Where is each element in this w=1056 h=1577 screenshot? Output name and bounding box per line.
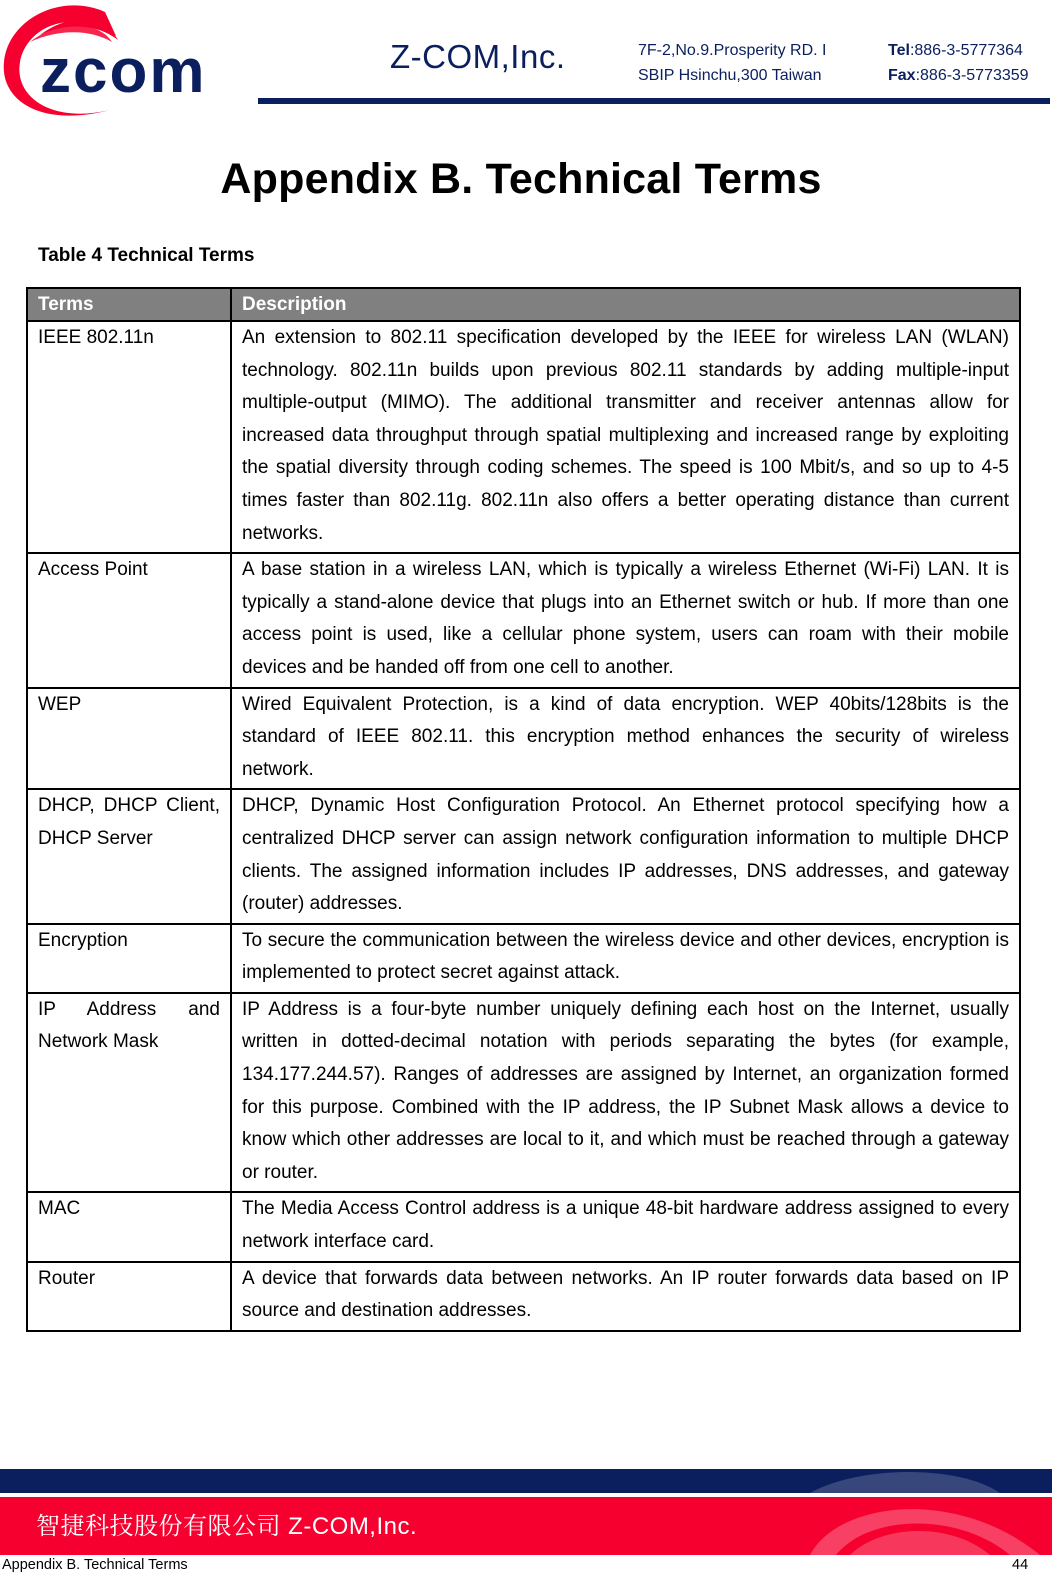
header-rule [258, 98, 1050, 104]
technical-terms-table [26, 287, 1021, 1332]
address-line-2: SBIP Hsinchu,300 Taiwan [638, 67, 822, 84]
tel-label: Tel [888, 42, 910, 59]
term-cell: DHCP, DHCP Client, DHCP Server [27, 789, 231, 923]
table-header-row [27, 288, 1020, 321]
page-number: 44 [1012, 1557, 1029, 1573]
logo-icon [0, 0, 262, 128]
table-row [27, 688, 1020, 790]
footer-company-banner: 智捷科技股份有限公司 Z-COM,Inc. [36, 1513, 418, 1540]
tel-line [888, 38, 1029, 63]
description-cell: To secure the communication between the wireless device and other devices, encryption is implemented to protect secret against attack. [231, 924, 1020, 993]
fax-value: :886-3-5773359 [915, 67, 1029, 84]
term-cell: IEEE 802.11n [27, 321, 231, 553]
description-cell: The Media Access Control address is a unique 48-bit hardware address assigned to every network interface card. [231, 1192, 1020, 1261]
fax-line [888, 63, 1029, 88]
term-cell: IP Address and Network Mask [27, 993, 231, 1193]
term-cell: WEP [27, 688, 231, 790]
term-cell: Access Point [27, 553, 231, 687]
table-caption: Table 4 Technical Terms [38, 245, 255, 266]
fax-label: Fax [888, 67, 916, 84]
description-cell: IP Address is a four-byte number uniquely defining each host on the Internet, usually written in dotted-decimal notation with periods separating the bytes (for example, 134.177.244.57). Ranges of addresses are assigned by Internet, an organization formed for this purpose. Combined with the IP address, the IP Subnet Mask allows a device to know which other addresses are local to it, and which must be reached through a gateway or router. [231, 993, 1020, 1193]
table-row [27, 1192, 1020, 1261]
description-cell: Wired Equivalent Protection, is a kind of data encryption. WEP 40bits/128bits is the standard of IEEE 802.11. this encryption method enhances the security of wireless network. [231, 688, 1020, 790]
tel-value: :886-3-5777364 [909, 42, 1023, 59]
table-row [27, 993, 1020, 1193]
description-cell: A device that forwards data between networks. An IP router forwards data based on IP source and destination addresses. [231, 1262, 1020, 1331]
footer-section-label: Appendix B. Technical Terms [2, 1557, 188, 1573]
svg-text:zcom: zcom [40, 37, 207, 106]
description-cell: An extension to 802.11 specification developed by the IEEE for wireless LAN (WLAN) technology. 802.11n builds upon previous 802.11 standards by adding multiple-input multiple-output (MIMO). The additional transmitter and receiver antennas allow for increased data throughput through spatial multiplexing and increased range by exploiting the spatial diversity through coding schemes. The speed is 100 Mbit/s, and so up to 4-5 times faster than 802.11g. 802.11n also offers a better operating distance than current networks. [231, 321, 1020, 553]
term-cell: Router [27, 1262, 231, 1331]
table-row [27, 553, 1020, 687]
company-name: Z-COM,Inc. [390, 38, 566, 75]
table-row [27, 924, 1020, 993]
table-row [27, 789, 1020, 923]
description-cell: A base station in a wireless LAN, which is typically a wireless Ethernet (Wi-Fi) LAN. It is typically a stand-alone device that plugs into an Ethernet switch or hub. If more than one access point is used, like a cellular phone system, users can roam with their mobile devices and be handed off from one cell to another. [231, 553, 1020, 687]
term-cell: Encryption [27, 924, 231, 993]
address-line-1: 7F-2,No.9.Prosperity RD. I [638, 42, 827, 59]
page-title: Appendix B. Technical Terms [220, 155, 822, 203]
column-header-description: Description [231, 288, 1020, 321]
term-cell: MAC [27, 1192, 231, 1261]
table-row [27, 1262, 1020, 1331]
table-row [27, 321, 1020, 553]
description-cell: DHCP, Dynamic Host Configuration Protocol. An Ethernet protocol specifying how a centralized DHCP server can assign network configuration information to multiple DHCP clients. The assigned information includes IP addresses, DNS addresses, and gateway (router) addresses. [231, 789, 1020, 923]
zcom-logo [0, 0, 262, 128]
column-header-terms: Terms [27, 288, 231, 321]
company-address [638, 38, 827, 88]
contact-info [888, 38, 1029, 88]
